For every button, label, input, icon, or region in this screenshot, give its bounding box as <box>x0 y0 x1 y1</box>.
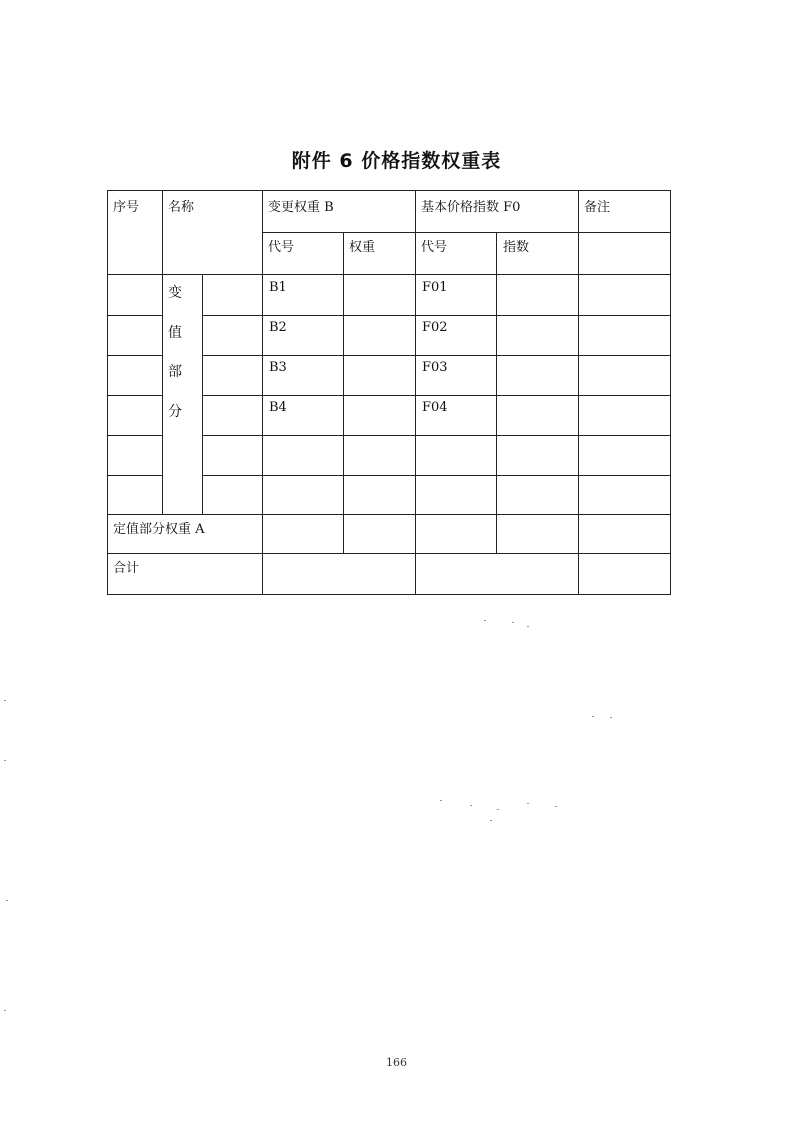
table-rule <box>107 355 163 356</box>
row-b-code: B4 <box>269 400 287 415</box>
variable-part-label-char: 值 <box>168 325 182 341</box>
table-rule <box>202 274 203 514</box>
table-rule <box>107 514 670 515</box>
table-rule <box>107 553 670 554</box>
row-f-code: F04 <box>422 400 448 415</box>
scan-speck <box>490 820 492 821</box>
table-border-right <box>670 190 671 595</box>
scan-speck <box>6 900 8 901</box>
header-name: 名称 <box>168 200 195 215</box>
scan-speck <box>610 717 612 718</box>
table-border-left <box>107 190 108 595</box>
table-rule <box>415 190 416 595</box>
table-rule <box>202 355 670 356</box>
scan-speck <box>4 760 6 761</box>
table-rule <box>107 395 163 396</box>
table-rule <box>202 395 670 396</box>
document-title: 附件 6 价格指数权重表 <box>291 150 502 172</box>
row-b-code: B2 <box>269 320 287 335</box>
header-variable-weight: 变更权重 B <box>268 200 334 215</box>
table-rule <box>107 315 163 316</box>
header-weight: 权重 <box>349 240 376 255</box>
scan-speck <box>527 803 529 804</box>
fixed-part-weight-label: 定值部分权重 A <box>113 522 205 537</box>
table-rule <box>578 190 579 595</box>
variable-part-label-char: 变 <box>168 285 182 301</box>
table-rule <box>162 190 163 514</box>
table-rule <box>107 475 163 476</box>
variable-part-label-char: 部 <box>168 364 182 380</box>
header-index: 指数 <box>503 240 530 255</box>
total-label: 合计 <box>113 561 140 576</box>
header-code-f: 代号 <box>421 240 448 255</box>
scan-speck <box>484 620 486 621</box>
header-seq: 序号 <box>113 200 140 215</box>
header-remarks: 备注 <box>584 200 611 215</box>
table-rule <box>202 435 670 436</box>
row-f-code: F02 <box>422 320 448 335</box>
table-rule <box>262 232 670 233</box>
scan-speck <box>527 626 529 627</box>
scan-speck <box>440 800 442 801</box>
header-code-b: 代号 <box>268 240 295 255</box>
page-number: 166 <box>386 1056 407 1069</box>
variable-part-label-char: 分 <box>168 404 182 420</box>
table-rule <box>262 190 263 595</box>
row-b-code: B3 <box>269 360 287 375</box>
scan-speck <box>555 806 557 807</box>
table-rule <box>343 232 344 553</box>
row-f-code: F03 <box>422 360 448 375</box>
scan-speck <box>512 622 514 623</box>
table-rule <box>107 435 163 436</box>
scan-speck <box>4 700 6 701</box>
table-border-bottom <box>107 594 671 595</box>
table-rule <box>496 232 497 553</box>
row-f-code: F01 <box>422 280 448 295</box>
table-rule <box>202 475 670 476</box>
table-border-top <box>107 190 670 191</box>
row-b-code: B1 <box>269 280 287 295</box>
header-base-price-index: 基本价格指数 F0 <box>421 200 521 215</box>
scan-speck <box>497 809 499 810</box>
table-rule <box>107 274 670 275</box>
scan-speck <box>470 805 472 806</box>
scan-speck <box>592 716 594 717</box>
scan-speck <box>4 1010 6 1011</box>
table-rule <box>202 315 670 316</box>
